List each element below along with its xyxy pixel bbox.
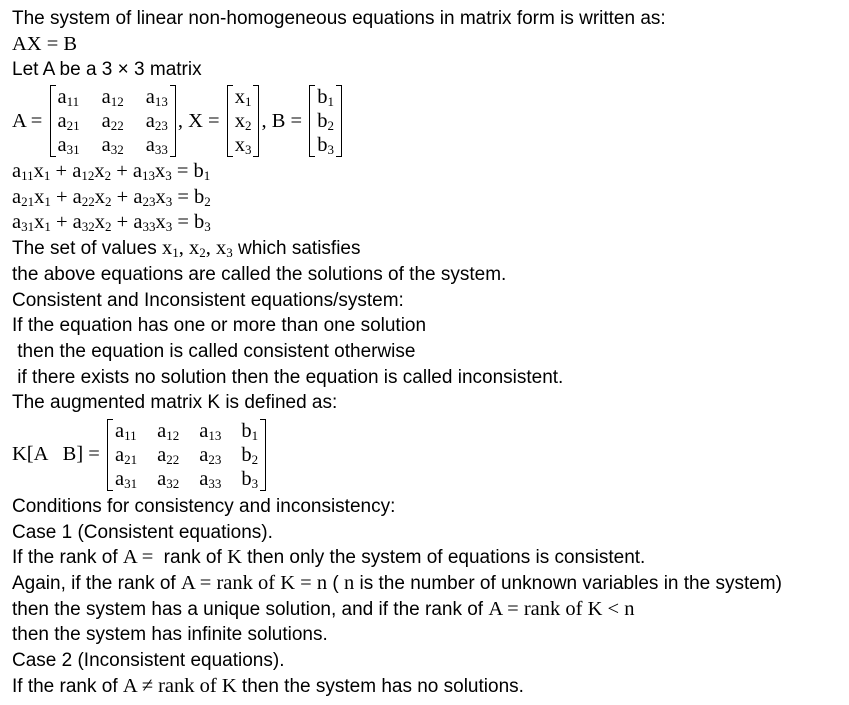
solutions-line-2: the above equations are called the solutions of the system. [12,263,507,285]
let-a-text: Let A be a 3 × 3 matrix [12,59,202,81]
augmented-matrix-cell: $a_{33}$ [199,467,222,491]
matrix-a-cell: $a_{32}$ [101,134,124,158]
case1-heading: Case 1 (Consistent equations). [12,521,273,543]
case2-heading: Case 2 (Inconsistent equations). [12,650,285,672]
augmented-matrix-cell: $a_{22}$ [157,443,180,467]
text: rank of [158,547,228,569]
solution-variables: $x_1$, $x_2$, $x_3$ [161,237,233,261]
matrix-x-label: , X = [177,109,225,132]
matrix-b-cell: $b_2$ [317,110,334,134]
augmented-matrix-cell: $a_{32}$ [157,467,180,491]
equation-list [12,159,846,236]
matrix-b-cell: $b_3$ [317,134,334,158]
intro-text: The system of linear non-homogeneous equations in matrix form is written as: [12,8,666,29]
matrix-x-cell: $x_3$ [234,134,252,158]
consistent-heading: Consistent and Inconsistent equations/system: [12,289,404,311]
matrix-x [227,85,260,157]
matrix-definition [12,83,846,159]
text: ( [327,573,344,594]
matrix-x-cell: $x_2$ [234,110,252,134]
augmented-matrix-cell: $b_3$ [241,467,259,491]
text: Again, if the rank of [12,573,181,594]
equation: $a_{31}x_1 + a_{32}x_2 + a_{33}x_3 = b_3$ [12,211,211,235]
augmented-matrix [107,419,266,491]
solutions-text: The set of values [12,238,162,260]
augmented-label: K[A B] = [12,443,105,466]
consistent-paragraph-1: If the equation has one or more than one solution [12,315,427,337]
matrix-b [309,85,342,157]
math: K [227,546,242,569]
document-body [12,6,846,699]
math: A = rank of K < n [488,597,635,620]
matrix-a-cell: $a_{21}$ [57,110,80,134]
case1-line-4: then the system has infinite solutions. [12,624,328,646]
text: then the system has no solutions. [236,675,524,697]
augmented-matrix-cell: $b_2$ [241,443,259,467]
case1-line-2 [12,571,846,597]
augmented-matrix-cell: $a_{31}$ [115,467,138,491]
augmented-matrix-cell: $a_{23}$ [199,443,222,467]
augmented-matrix-cell: $b_1$ [241,419,259,443]
solutions-tail: which satisfies [232,238,361,260]
matrix-a-cell: $a_{33}$ [145,134,168,158]
augmented-matrix-cell: $a_{13}$ [199,419,222,443]
text: If the rank of [12,547,123,569]
augmented-matrix-cell: $a_{11}$ [115,419,137,443]
math: A ≠ rank of K [122,674,237,697]
math: A = rank of K = n [181,572,328,594]
math: n [344,572,355,594]
conditions-heading: Conditions for consistency and inconsistency: [12,495,396,517]
matrix-b-label: , B = [261,109,308,132]
consistent-paragraph-2: then the equation is called consistent otherwise [12,340,416,362]
text: then only the system of equations is consistent. [241,547,646,569]
matrix-a-cell: $a_{31}$ [57,134,80,158]
text: is the number of unknown variables in the system) [354,573,782,594]
matrix-a [50,85,176,157]
matrix-a-cell: $a_{11}$ [57,86,80,110]
case1-line-1 [12,545,846,571]
matrix-a-label: A = [12,109,48,132]
matrix-a-cell: $a_{22}$ [101,110,124,134]
equation: $a_{21}x_1 + a_{22}x_2 + a_{23}x_3 = b_2$ [12,185,211,209]
math: A = [122,546,159,569]
augmented-matrix-cell: $a_{21}$ [115,443,138,467]
case1-line-3 [12,597,846,623]
equation-ax-b: AX = B [12,32,78,55]
solutions-line-1 [12,236,846,262]
case2-line [12,674,846,700]
matrix-x-cell: $x_1$ [234,86,252,110]
consistent-paragraph-3: if there exists no solution then the equation is called inconsistent. [12,366,564,388]
matrix-a-cell: $a_{13}$ [145,86,168,110]
augmented-intro: The augmented matrix K is defined as: [12,392,338,414]
equation: $a_{11}x_1 + a_{12}x_2 + a_{13}x_3 = b_1$ [12,160,211,184]
text: If the rank of [12,675,123,697]
augmented-matrix-cell: $a_{12}$ [157,419,180,443]
matrix-b-cell: $b_1$ [317,86,334,110]
text: then the system has a unique solution, and if the rank of [12,598,489,620]
matrix-a-cell: $a_{23}$ [145,110,168,134]
matrix-a-cell: $a_{12}$ [101,86,124,110]
augmented-matrix-block [12,416,846,494]
